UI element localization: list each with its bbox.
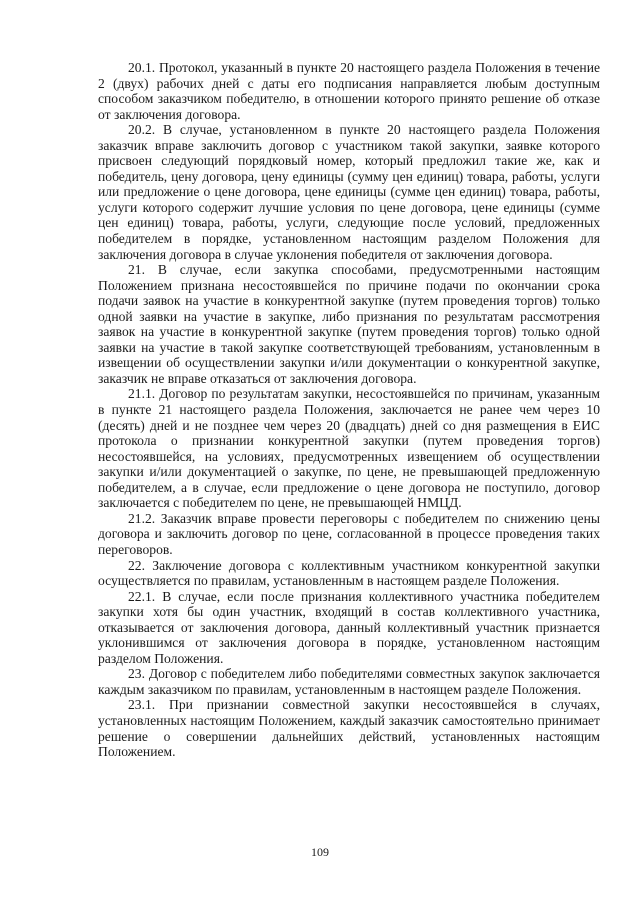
paragraph-20-1: 20.1. Протокол, указанный в пункте 20 настоящего раздела Положения в течение 2 (двух) рабочих дней с даты его подписания направляется любым доступным способом заказчиком победителю, в отношении которого принято решение об отказе от заключения договора.: [98, 60, 600, 122]
page-number: 109: [311, 845, 329, 859]
document-body: [98, 60, 600, 760]
paragraph-23: 23. Договор с победителем либо победителями совместных закупок заключается каждым заказчиком по правилам, установленным в настоящем разделе Положения.: [98, 666, 600, 697]
paragraph-22-1: 22.1. В случае, если после признания коллективного участника победителем закупки хотя бы один участник, входящий в состав коллективного участника, отказывается от заключения договора, данный коллективный участник признается уклонившимся от заключения договора в порядке, установленном настоящим разделом Положения.: [98, 588, 600, 666]
paragraph-22: 22. Заключение договора с коллективным участником конкурентной закупки осуществляется по правилам, установленным в настоящем разделе Положения.: [98, 557, 600, 589]
paragraph-21: 21. В случае, если закупка способами, предусмотренными настоящим Положением признана несостоявшейся по причине подачи по окончании срока подачи заявок на участие в конкурентной закупке (путем проведения торгов) только одной заявки на участие в закупке, либо признания по результатам рассмотрения заявок на участие в конкурентной закупке (путем проведения торгов) только одной заявки на участие в такой закупке соответствующей требованиям, установленным в извещении об осуществлении закупки и/или документации о конкурентной закупке, заказчик не вправе отказаться от заключения договора.: [98, 262, 600, 386]
paragraph-23-1: 23.1. При признании совместной закупки несостоявшейся в случаях, установленных настоящим Положением, каждый заказчик самостоятельно принимает решение о совершении дальнейших действий, установленных настоящим Положением.: [98, 697, 600, 760]
paragraph-21-1: 21.1. Договор по результатам закупки, несостоявшейся по причинам, указанным в пункте 21 настоящего раздела Положения, заключается не ранее чем через 10 (десять) дней и не позднее чем через 20 (двадцать) дней со дня размещения в ЕИС протокола о признании конкурентной закупки (путем проведения торгов) несостоявшейся, на условиях, предусмотренных извещением об осуществлении закупки и/или документацией о закупке, по цене, не превышающей предложенную победителем, а в случае, если предложение о цене договора не поступило, договор заключается с победителем по цене, не превышающей НМЦД.: [98, 386, 600, 511]
paragraph-21-2: 21.2. Заказчик вправе провести переговоры с победителем по снижению цены договора и заключить договор по цене, согласованной в процессе проведения таких переговоров.: [98, 510, 600, 557]
paragraph-20-2: 20.2. В случае, установленном в пункте 20 настоящего раздела Положения заказчик вправе заключить договор с участником такой закупки, заявке которого присвоен следующий порядковый номер, который предложил такие же, как и победитель, цену договора, цену единицы (сумму цен единиц) товара, работы, услуги или предложение о цене договора, цене единицы (сумме цен единиц) товара, работы, услуги которого содержит лучшие условия по цене договора, цене единицы (сумме цен единиц) товара, работы, услуги, следующие после условий, предложенных победителем в порядке, установленном настоящим разделом Положения для заключения договора в случае уклонения победителя от заключения договора.: [98, 122, 600, 262]
